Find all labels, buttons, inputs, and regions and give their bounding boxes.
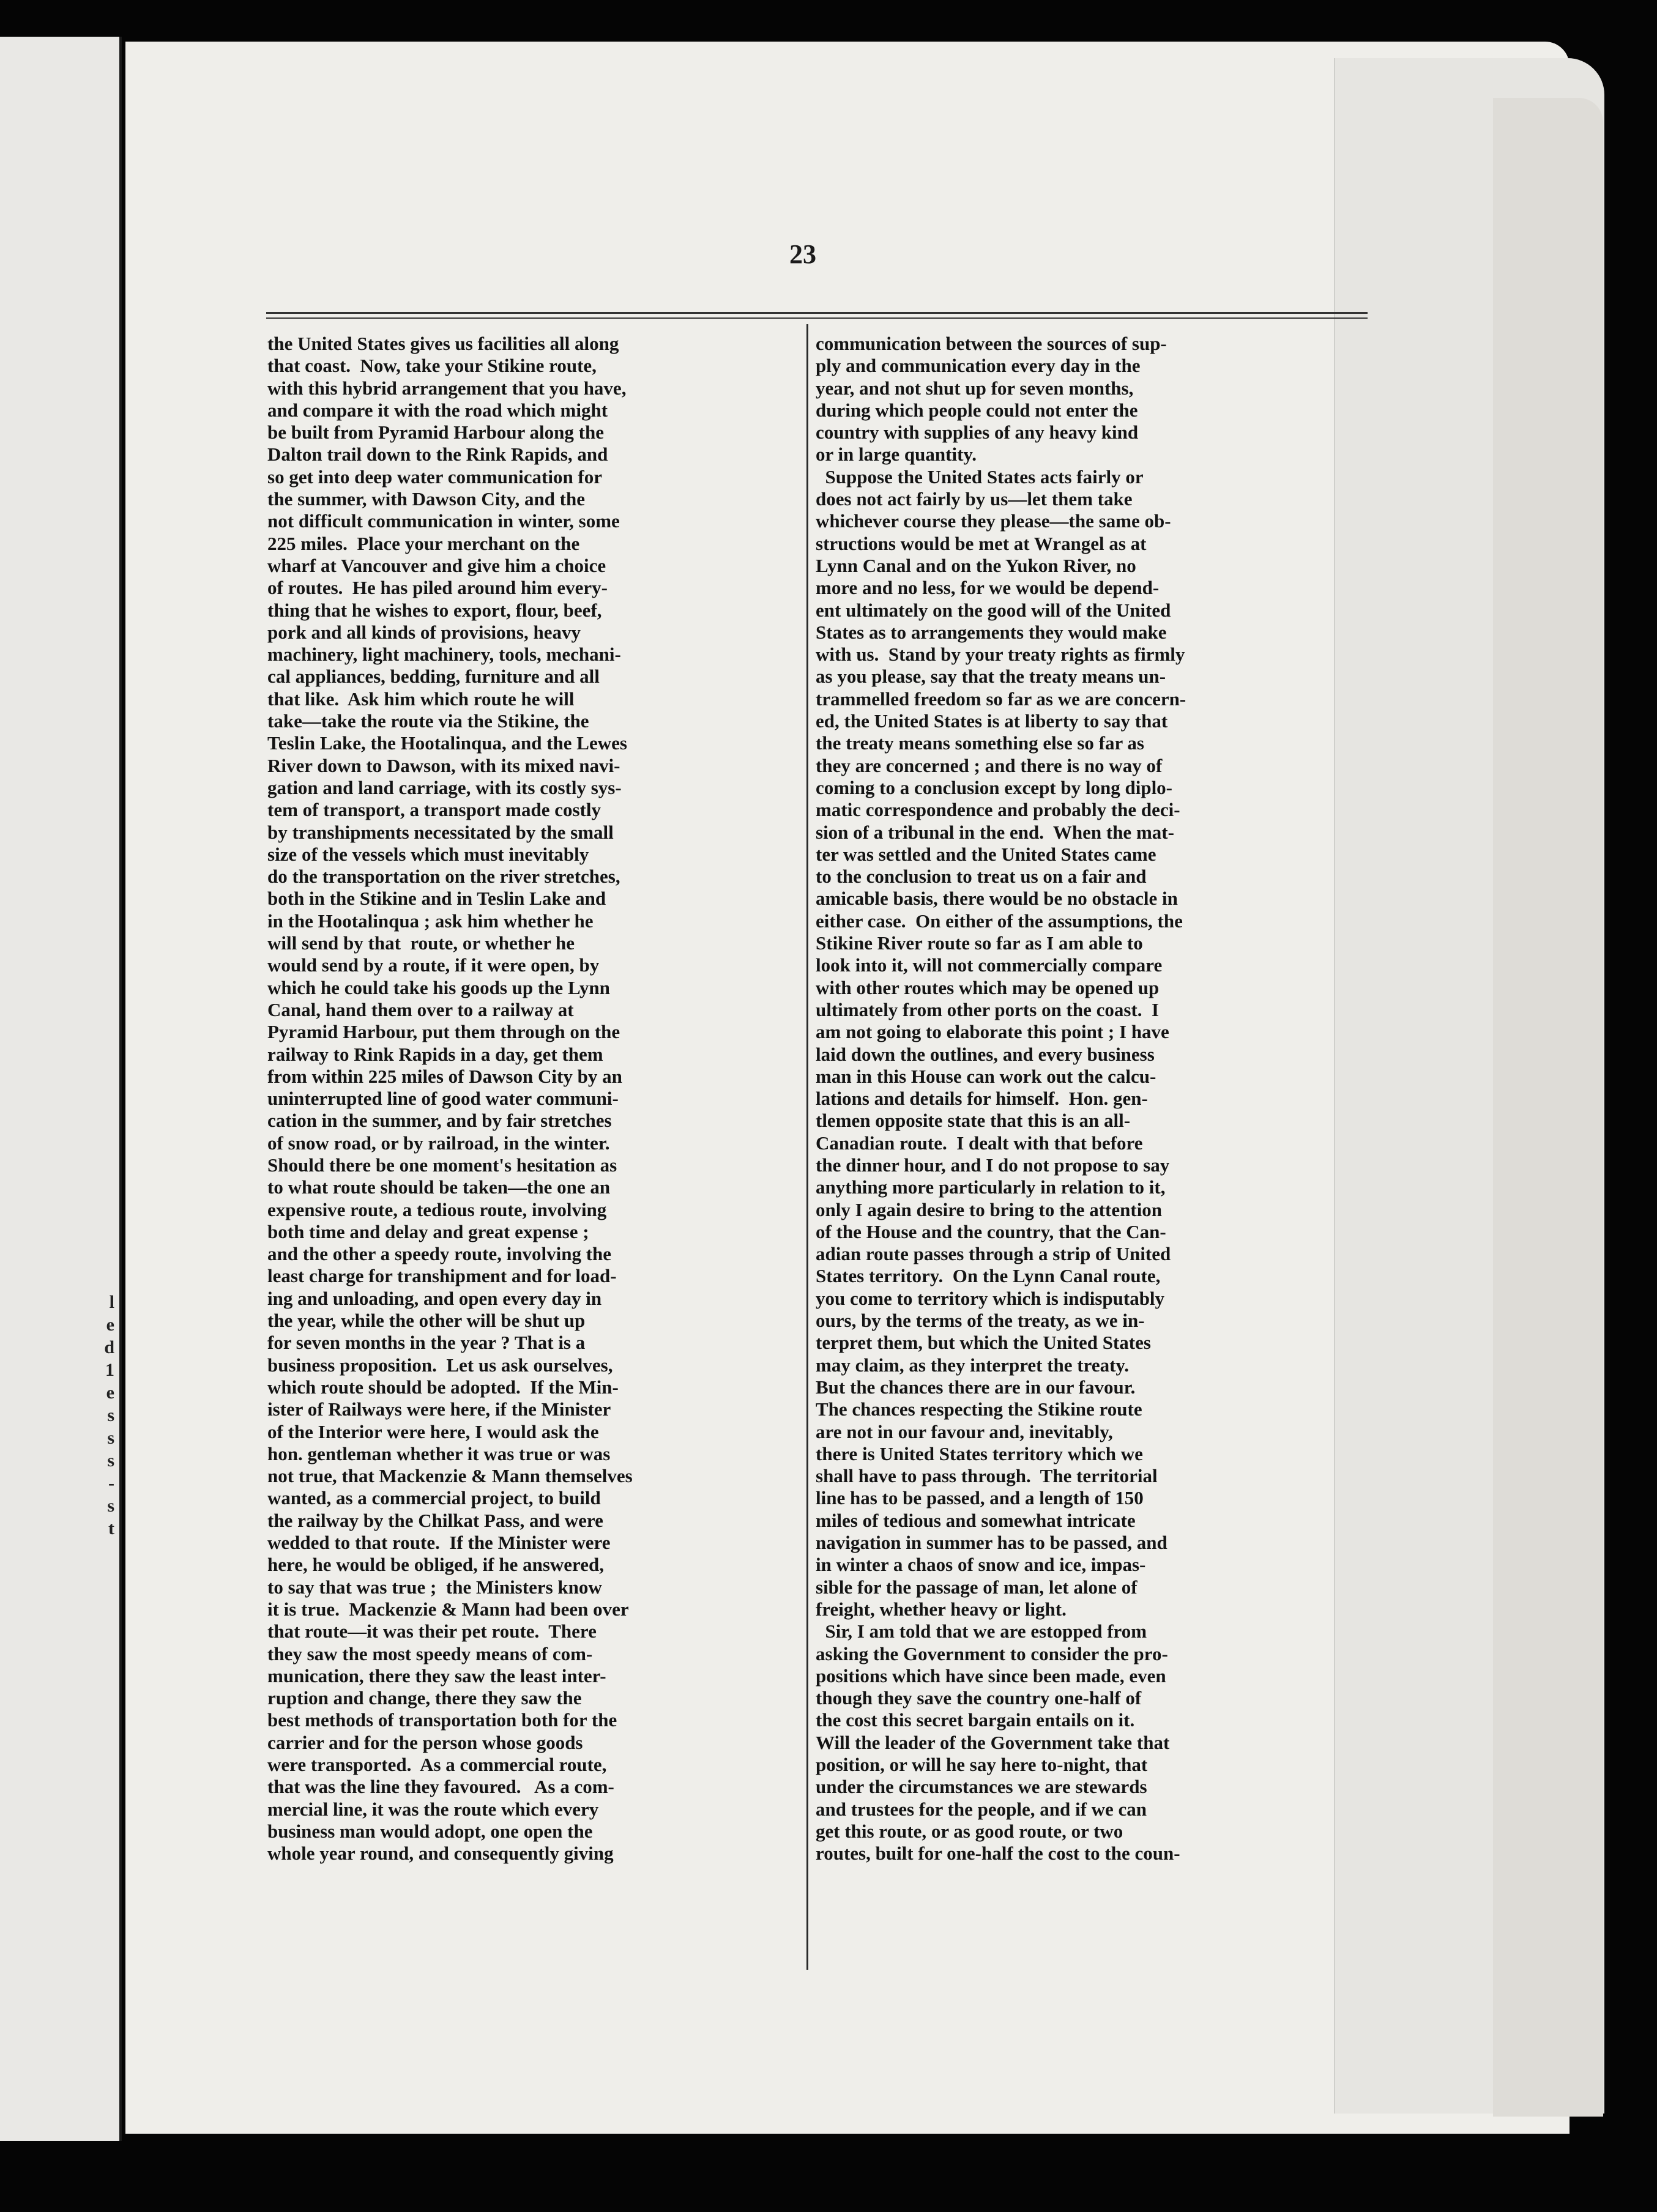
text-line: that was the line they favoured. As a com-: [267, 1776, 614, 1798]
text-line: country with supplies of any heavy kind: [816, 421, 1139, 444]
edge-letter: t: [108, 1518, 114, 1538]
text-line: under the circumstances we are stewards: [816, 1776, 1147, 1798]
text-line: get this route, or as good route, or two: [816, 1820, 1123, 1842]
edge-letter: s: [107, 1428, 114, 1448]
text-line: and trustees for the people, and if we can: [816, 1798, 1147, 1820]
text-line: ing and unloading, and open every day in: [267, 1287, 602, 1309]
text-line: whole year round, and consequently giving: [267, 1843, 614, 1865]
text-line: routes, built for one-half the cost to the coun-: [816, 1843, 1180, 1865]
text-line: ed, the United States is at liberty to say that: [816, 710, 1168, 732]
text-line: both in the Stikine and in Teslin Lake and: [267, 888, 606, 910]
text-line: would send by a route, if it were open, by: [267, 954, 600, 976]
text-line: by transhipments necessitated by the small: [267, 821, 614, 843]
text-line: will send by that route, or whether he: [267, 932, 575, 954]
text-line: do the transportation on the river stretches,: [267, 866, 620, 888]
text-line: ply and communication every day in the: [816, 355, 1141, 377]
text-line: positions which have since been made, even: [816, 1665, 1166, 1687]
text-line: River down to Dawson, with its mixed navi-: [267, 754, 620, 776]
text-line: as you please, say that the treaty means un-: [816, 666, 1166, 688]
text-line: the summer, with Dawson City, and the: [267, 488, 586, 510]
text-line: mercial line, it was the route which every: [267, 1798, 599, 1820]
text-line: adian route passes through a strip of United: [816, 1243, 1171, 1265]
text-line: hon. gentleman whether it was true or was: [267, 1442, 611, 1464]
text-line: from within 225 miles of Dawson City by an: [267, 1065, 622, 1087]
text-line: railway to Rink Rapids in a day, get them: [267, 1043, 603, 1065]
text-line: that route—it was their pet route. There: [267, 1620, 597, 1642]
text-line: carrier and for the person whose goods: [267, 1731, 583, 1753]
text-line: the dinner hour, and I do not propose to say: [816, 1154, 1170, 1176]
text-line: ruption and change, there they saw the: [267, 1687, 582, 1709]
text-line: not true, that Mackenzie & Mann themselves: [267, 1465, 633, 1487]
text-line: Sir, I am told that we are estopped from: [816, 1620, 1147, 1642]
edge-letter: l: [109, 1292, 114, 1312]
text-line: Teslin Lake, the Hootalinqua, and the Lewes: [267, 732, 627, 754]
text-line: ultimately from other ports on the coast. I: [816, 998, 1160, 1020]
text-line: wanted, as a commercial project, to build: [267, 1487, 601, 1509]
text-line: for seven months in the year ? That is a: [267, 1332, 586, 1354]
edge-letter: s: [107, 1450, 114, 1471]
text-line: the cost this secret bargain entails on it.: [816, 1709, 1135, 1731]
page-number: 23: [789, 239, 816, 269]
text-line: But the chances there are in our favour.: [816, 1376, 1136, 1398]
text-line: anything more particularly in relation to it,: [816, 1176, 1166, 1198]
text-line: does not act fairly by us—let them take: [816, 488, 1133, 510]
text-line: there is United States territory which we: [816, 1442, 1143, 1464]
text-line: machinery, light machinery, tools, mechani-: [267, 644, 621, 666]
text-line: States as to arrangements they would make: [816, 621, 1167, 643]
text-line: Pyramid Harbour, put them through on the: [267, 1021, 620, 1043]
text-line: Canal, hand them over to a railway at: [267, 998, 574, 1020]
text-line: of snow road, or by railroad, in the winter.: [267, 1132, 610, 1154]
text-line: asking the Government to consider the pro-: [816, 1642, 1168, 1665]
text-line: with us. Stand by your treaty rights as firmly: [816, 644, 1185, 666]
edge-letter: 1: [105, 1360, 114, 1380]
text-line: 225 miles. Place your merchant on the: [267, 532, 580, 554]
text-line: may claim, as they interpret the treaty.: [816, 1354, 1129, 1376]
text-line: which he could take his goods up the Lynn: [267, 976, 610, 998]
text-line: uninterrupted line of good water communi-: [267, 1088, 619, 1110]
text-line: be built from Pyramid Harbour along the: [267, 421, 604, 444]
previous-page-edge: [0, 37, 122, 2141]
text-line: freight, whether heavy or light.: [816, 1598, 1067, 1620]
text-line: either case. On either of the assumptions, the: [816, 910, 1183, 932]
text-line: wharf at Vancouver and give him a choice: [267, 554, 606, 576]
text-line: both time and delay and great expense ;: [267, 1220, 589, 1242]
edge-letter: e: [106, 1315, 114, 1335]
text-line: take—take the route via the Stikine, the: [267, 710, 589, 732]
right-column: [816, 333, 1354, 1865]
text-line: or in large quantity.: [816, 444, 977, 466]
text-line: amicable basis, there would be no obstacle in: [816, 888, 1178, 910]
text-line: cal appliances, bedding, furniture and all: [267, 666, 600, 688]
text-line: ours, by the terms of the treaty, as we in-: [816, 1310, 1145, 1332]
text-line: best methods of transportation both for the: [267, 1709, 617, 1731]
text-line: tlemen opposite state that this is an all-: [816, 1110, 1131, 1132]
text-line: Dalton trail down to the Rink Rapids, and: [267, 444, 608, 466]
left-column: [267, 333, 794, 1865]
text-line: shall have to pass through. The territorial: [816, 1465, 1158, 1487]
text-line: business proposition. Let us ask ourselves,: [267, 1354, 613, 1376]
text-line: whichever course they please—the same ob-: [816, 510, 1171, 532]
edge-letter: d: [104, 1337, 114, 1357]
text-line: more and no less, for we would be depend-: [816, 577, 1160, 599]
text-line: the treaty means something else so far as: [816, 732, 1144, 754]
text-line: to say that was true ; the Ministers know: [267, 1576, 602, 1598]
header-rule-thin: [266, 317, 1368, 319]
text-line: so get into deep water communication for: [267, 466, 603, 488]
text-line: least charge for transhipment and for load-: [267, 1265, 617, 1287]
text-line: look into it, will not commercially compare: [816, 954, 1163, 976]
text-line: during which people could not enter the: [816, 399, 1138, 421]
text-line: am not going to elaborate this point ; I have: [816, 1021, 1169, 1043]
text-line: Canadian route. I dealt with that before: [816, 1132, 1143, 1154]
text-line: navigation in summer has to be passed, and: [816, 1532, 1167, 1554]
text-line: structions would be met at Wrangel as at: [816, 532, 1147, 554]
text-line: trammelled freedom so far as we are concern-: [816, 688, 1186, 710]
text-line: States territory. On the Lynn Canal route,: [816, 1265, 1161, 1287]
text-line: only I again desire to bring to the attention: [816, 1198, 1163, 1220]
text-line: sible for the passage of man, let alone of: [816, 1576, 1138, 1598]
text-line: of the Interior were here, I would ask the: [267, 1420, 599, 1442]
text-line: Stikine River route so far as I am able to: [816, 932, 1143, 954]
text-line: sion of a tribunal in the end. When the mat-: [816, 821, 1174, 843]
text-line: miles of tedious and somewhat intricate: [816, 1509, 1136, 1531]
text-line: are not in our favour and, inevitably,: [816, 1420, 1113, 1442]
text-line: the railway by the Chilkat Pass, and were: [267, 1509, 603, 1531]
text-line: Should there be one moment's hesitation as: [267, 1154, 617, 1176]
text-line: tem of transport, a transport made costly: [267, 799, 601, 821]
text-line: laid down the outlines, and every business: [816, 1043, 1155, 1065]
text-line: they are concerned ; and there is no way of: [816, 754, 1163, 776]
text-line: with this hybrid arrangement that you have,: [267, 377, 627, 399]
column-divider: [806, 324, 808, 1970]
text-line: wedded to that route. If the Minister were: [267, 1532, 611, 1554]
text-line: which route should be adopted. If the Min-: [267, 1376, 619, 1398]
text-line: not difficult communication in winter, some: [267, 510, 620, 532]
text-line: that like. Ask him which route he will: [267, 688, 575, 710]
header-rule: [266, 312, 1368, 314]
edge-letter: -: [108, 1473, 114, 1493]
text-line: gation and land carriage, with its costly sys-: [267, 776, 622, 798]
text-line: lations and details for himself. Hon. gen-: [816, 1088, 1148, 1110]
text-line: to the conclusion to treat us on a fair and: [816, 866, 1147, 888]
text-line: line has to be passed, and a length of 150: [816, 1487, 1144, 1509]
text-line: you come to territory which is indisputably: [816, 1287, 1165, 1309]
text-line: ister of Railways were here, if the Minister: [267, 1398, 611, 1420]
text-line: to what route should be taken—the one an: [267, 1176, 611, 1198]
text-line: pork and all kinds of provisions, heavy: [267, 621, 581, 643]
text-line: Suppose the United States acts fairly or: [816, 466, 1144, 488]
edge-letter: s: [107, 1496, 114, 1516]
edge-letter: e: [106, 1382, 114, 1403]
text-line: were transported. As a commercial route,: [267, 1754, 607, 1775]
previous-page-text-fragments: [96, 1291, 114, 1540]
text-line: Lynn Canal and on the Yukon River, no: [816, 554, 1136, 576]
text-line: in the Hootalinqua ; ask him whether he: [267, 910, 594, 932]
text-line: terpret them, but which the United States: [816, 1332, 1151, 1354]
text-line: though they save the country one-half of: [816, 1687, 1142, 1709]
text-line: here, he would be obliged, if he answered,: [267, 1554, 604, 1576]
text-line: Will the leader of the Government take that: [816, 1731, 1170, 1753]
text-line: that coast. Now, take your Stikine route,: [267, 355, 597, 377]
text-line: it is true. Mackenzie & Mann had been over: [267, 1598, 629, 1620]
text-line: business man would adopt, one open the: [267, 1820, 593, 1842]
text-line: ter was settled and the United States came: [816, 843, 1156, 865]
text-line: communication between the sources of sup-: [816, 333, 1167, 354]
text-line: matic correspondence and probably the deci-: [816, 799, 1180, 821]
text-line: ent ultimately on the good will of the United: [816, 599, 1171, 621]
text-line: year, and not shut up for seven months,: [816, 377, 1134, 399]
edge-letter: s: [107, 1405, 114, 1425]
text-line: they saw the most speedy means of com-: [267, 1642, 593, 1665]
text-line: size of the vessels which must inevitably: [267, 843, 589, 865]
text-line: expensive route, a tedious route, involving: [267, 1198, 607, 1220]
text-line: with other routes which may be opened up: [816, 976, 1160, 998]
text-line: in winter a chaos of snow and ice, impas-: [816, 1554, 1146, 1576]
text-line: and the other a speedy route, involving the: [267, 1243, 612, 1265]
text-line: the United States gives us facilities all along: [267, 333, 619, 354]
text-line: munication, there they saw the least inter-: [267, 1665, 606, 1687]
text-line: of routes. He has piled around him every-: [267, 577, 608, 599]
text-line: coming to a conclusion except by long diplo-: [816, 776, 1173, 798]
text-line: thing that he wishes to export, flour, beef,: [267, 599, 602, 621]
text-line: position, or will he say here to-night, that: [816, 1754, 1148, 1775]
text-line: cation in the summer, and by fair stretches: [267, 1110, 612, 1132]
page-curl-shadow-outer: [1493, 98, 1603, 2117]
text-line: and compare it with the road which might: [267, 399, 608, 421]
text-line: man in this House can work out the calcu-: [816, 1065, 1156, 1087]
text-line: of the House and the country, that the Can-: [816, 1220, 1166, 1242]
text-line: The chances respecting the Stikine route: [816, 1398, 1142, 1420]
text-line: the year, while the other will be shut up: [267, 1310, 586, 1332]
